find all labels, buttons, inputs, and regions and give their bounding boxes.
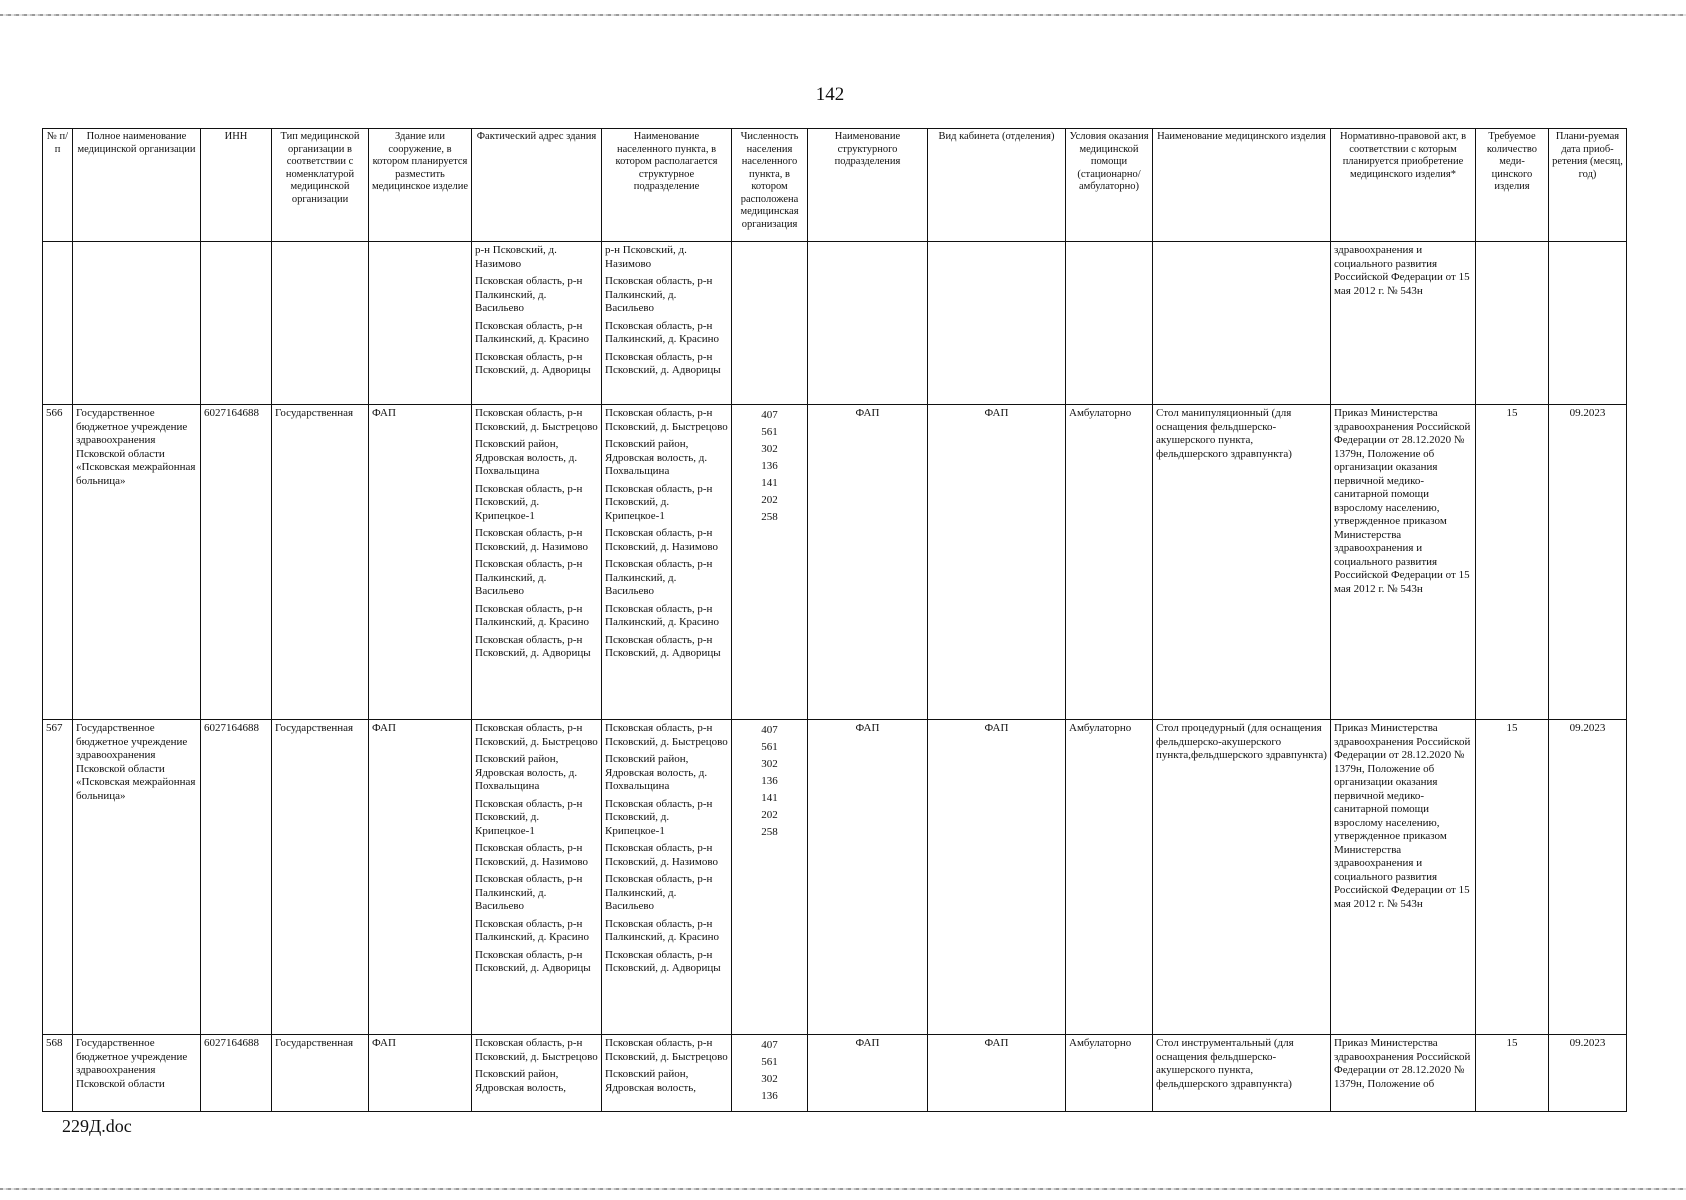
cell-legal-act: Приказ Министерства здравоохранения Российской Федерации от 28.12.2020 № 1379н, Положение об организации оказания первичной медико-санитарной помощи взрослому населению, утвержденное приказом Министерства здравоохранения и социального развития Российской Федерации от 15 мая 2012 г. № 543н xyxy=(1331,405,1476,720)
cell-population xyxy=(732,242,808,405)
population-value: 302 xyxy=(761,443,778,455)
col-header-building: Здание или сооружение, в котором планируется разместить медицинское изделие xyxy=(369,129,472,242)
cell-unit: ФАП xyxy=(808,720,928,1035)
table-row xyxy=(43,720,1627,1035)
cell-device: Стол процедурный (для оснащения фельдшерско-акушерского пункта,фельдшерского здравпункта) xyxy=(1153,720,1331,1035)
address-entry: Псковский район, Ядровская волость, xyxy=(475,1068,567,1094)
address-entry: Псковская область, р-н Псковский, д. Назимово xyxy=(475,842,588,868)
settlement-entry: Псковская область, р-н Псковский, д. Адворицы xyxy=(605,350,721,376)
settlement-entry: Псковская область, р-н Псковский, д. Быстрецово xyxy=(605,1037,728,1063)
col-header-cabinet: Вид кабинета (отделения) xyxy=(928,129,1066,242)
cell-quantity: 15 xyxy=(1476,405,1549,720)
cell-inn: 6027164688 xyxy=(201,720,272,1035)
page-number: 142 xyxy=(815,84,845,105)
cell-org-name: Государственное бюджетное учреждение здравоохранения Псковской области «Псковская межрайонная больница» xyxy=(73,720,201,1035)
scan-edge-bottom xyxy=(0,1188,1686,1190)
col-header-population: Численность населения населенного пункта, в котором расположена медицинская организация xyxy=(732,129,808,242)
cell-cabinet: ФАП xyxy=(928,405,1066,720)
settlement-entry: Псковская область, р-н Псковский, д. Крипецкое-1 xyxy=(605,482,713,522)
cell-legal-act: Приказ Министерства здравоохранения Российской Федерации от 28.12.2020 № 1379н, Положение об организации оказания первичной медико-санитарной помощи взрослому населению, утвержденное приказом Министерства здравоохранения и социального развития Российской Федерации от 15 мая 2012 г. № 543н xyxy=(1331,720,1476,1035)
settlement-entry: Псковская область, р-н Палкинский, д. Красино xyxy=(605,319,720,345)
settlement-entry: Псковский район, Ядровская волость, д. Похвальщина xyxy=(605,438,708,477)
cell-conditions: Амбулаторно xyxy=(1066,405,1153,720)
col-header-device: Наименование медицинского изделия xyxy=(1153,129,1331,242)
population-value: 561 xyxy=(761,741,778,753)
settlement-entry: Псковская область, р-н Псковский, д. Быстрецово xyxy=(605,722,728,748)
cell-inn: 6027164688 xyxy=(201,1035,272,1112)
population-value: 136 xyxy=(761,460,778,472)
cell-legal-act: здравоохранения и социального развития Российской Федерации от 15 мая 2012 г. № 543н xyxy=(1331,242,1476,405)
population-value: 202 xyxy=(761,494,778,506)
cell-device: Стол манипуляционный (для оснащения фельдшерско-акушерского пункта, фельдшерского здравпункта) xyxy=(1153,405,1331,720)
col-header-num: № п/п xyxy=(43,129,73,242)
population-value: 258 xyxy=(761,511,778,523)
col-header-org-name: Полное наименование медицинской организации xyxy=(73,129,201,242)
settlement-entry: Псковская область, р-н Палкинский, д. Васильево xyxy=(605,558,713,597)
cell-num xyxy=(43,242,73,405)
address-entry: Псковская область, р-н Псковский, д. Быстрецово xyxy=(475,1037,598,1063)
equipment-table xyxy=(42,128,1627,1112)
address-entry: Псковская область, р-н Псковский, д. Адворицы xyxy=(475,948,591,974)
population-value: 561 xyxy=(761,426,778,438)
table-row xyxy=(43,405,1627,720)
cell-cabinet: ФАП xyxy=(928,1035,1066,1112)
address-entry: Псковская область, р-н Псковский, д. Крипецкое-1 xyxy=(475,482,583,522)
col-header-conditions: Условия оказания медицинской помощи (стационарно/амбулаторно) xyxy=(1066,129,1153,242)
population-value: 407 xyxy=(761,1039,778,1051)
col-header-date: Плани-руемая дата приоб-ретения (месяц, год) xyxy=(1549,129,1627,242)
cell-num: 568 xyxy=(43,1035,73,1112)
population-value: 302 xyxy=(761,1073,778,1085)
cell-conditions xyxy=(1066,242,1153,405)
settlement-entry: Псковский район, Ядровская волость, xyxy=(605,1068,697,1094)
population-value: 136 xyxy=(761,775,778,787)
cell-num: 566 xyxy=(43,405,73,720)
cell-date: 09.2023 xyxy=(1549,720,1627,1035)
cell-settlement xyxy=(602,720,732,1035)
settlement-entry: Псковская область, р-н Псковский, д. Адворицы xyxy=(605,948,721,974)
settlement-entry: Псковская область, р-н Палкинский, д. Васильево xyxy=(605,275,713,314)
cell-quantity: 15 xyxy=(1476,720,1549,1035)
address-entry: Псковская область, р-н Палкинский, д. Красино xyxy=(475,319,590,345)
cell-cabinet: ФАП xyxy=(928,720,1066,1035)
population-value: 302 xyxy=(761,758,778,770)
cell-device xyxy=(1153,242,1331,405)
address-entry: Псковская область, р-н Палкинский, д. Васильево xyxy=(475,558,583,597)
address-entry: Псковская область, р-н Псковский, д. Быстрецово xyxy=(475,722,598,748)
address-entry: Псковский район, Ядровская волость, д. Похвальщина xyxy=(475,753,578,792)
col-header-legal-act: Нормативно-правовой акт, в соответствии с которым планируется приобретение медицинского изделия* xyxy=(1331,129,1476,242)
population-value: 141 xyxy=(761,477,778,489)
cell-inn xyxy=(201,242,272,405)
cell-date: 09.2023 xyxy=(1549,1035,1627,1112)
cell-num: 567 xyxy=(43,720,73,1035)
address-entry: Псковская область, р-н Палкинский, д. Васильево xyxy=(475,873,583,912)
address-entry: р-н Псковский, д. Назимово xyxy=(475,244,557,270)
cell-quantity xyxy=(1476,242,1549,405)
cell-org-type: Государственная xyxy=(272,720,369,1035)
cell-building: ФАП xyxy=(369,720,472,1035)
cell-unit: ФАП xyxy=(808,405,928,720)
cell-org-type xyxy=(272,242,369,405)
address-entry: Псковская область, р-н Псковский, д. Назимово xyxy=(475,527,588,553)
address-entry: Псковская область, р-н Псковский, д. Адворицы xyxy=(475,350,591,376)
col-header-settlement: Наименование населенного пункта, в котором располагается структурное подразделение xyxy=(602,129,732,242)
table-header-row xyxy=(43,129,1627,242)
cell-device: Стол инструментальный (для оснащения фельдшерско-акушерского пункта, фельдшерского здравпункта) xyxy=(1153,1035,1331,1112)
cell-address xyxy=(472,242,602,405)
population-value: 407 xyxy=(761,724,778,736)
settlement-entry: р-н Псковский, д. Назимово xyxy=(605,244,687,270)
cell-org-type: Государственная xyxy=(272,405,369,720)
settlement-entry: Псковская область, р-н Палкинский, д. Красино xyxy=(605,602,720,628)
col-header-unit: Наименование структурного подразделения xyxy=(808,129,928,242)
cell-inn: 6027164688 xyxy=(201,405,272,720)
footer-file-name: 229Д.doc xyxy=(62,1116,132,1136)
cell-org-name: Государственное бюджетное учреждение здравоохранения Псковской области «Псковская межрайонная больница» xyxy=(73,405,201,720)
settlement-entry: Псковская область, р-н Псковский, д. Быстрецово xyxy=(605,407,728,433)
cell-unit: ФАП xyxy=(808,1035,928,1112)
cell-building: ФАП xyxy=(369,1035,472,1112)
address-entry: Псковская область, р-н Палкинский, д. Красино xyxy=(475,917,590,943)
cell-date: 09.2023 xyxy=(1549,405,1627,720)
col-header-quantity: Требуемое количество меди-цинского изделия xyxy=(1476,129,1549,242)
scan-edge-top xyxy=(0,14,1686,16)
table-row xyxy=(43,1035,1627,1112)
cell-cabinet xyxy=(928,242,1066,405)
cell-org-type: Государственная xyxy=(272,1035,369,1112)
address-entry: Псковская область, р-н Псковский, д. Крипецкое-1 xyxy=(475,797,583,837)
cell-date xyxy=(1549,242,1627,405)
population-value: 407 xyxy=(761,409,778,421)
address-entry: Псковский район, Ядровская волость, д. Похвальщина xyxy=(475,438,578,477)
cell-building xyxy=(369,242,472,405)
address-entry: Псковская область, р-н Палкинский, д. Красино xyxy=(475,602,590,628)
col-header-inn: ИНН xyxy=(201,129,272,242)
cell-settlement xyxy=(602,1035,732,1112)
population-value: 258 xyxy=(761,826,778,838)
cell-conditions: Амбулаторно xyxy=(1066,1035,1153,1112)
settlement-entry: Псковский район, Ядровская волость, д. Похвальщина xyxy=(605,753,708,792)
cell-address xyxy=(472,1035,602,1112)
address-entry: Псковская область, р-н Псковский, д. Быстрецово xyxy=(475,407,598,433)
cell-settlement xyxy=(602,405,732,720)
table-row-continued xyxy=(43,242,1627,405)
settlement-entry: Псковская область, р-н Палкинский, д. Красино xyxy=(605,917,720,943)
population-value: 561 xyxy=(761,1056,778,1068)
population-value: 141 xyxy=(761,792,778,804)
cell-settlement xyxy=(602,242,732,405)
address-entry: Псковская область, р-н Палкинский, д. Васильево xyxy=(475,275,583,314)
col-header-address: Фактический адрес здания xyxy=(472,129,602,242)
cell-address xyxy=(472,405,602,720)
settlement-entry: Псковская область, р-н Псковский, д. Назимово xyxy=(605,842,718,868)
cell-population xyxy=(732,720,808,1035)
settlement-entry: Псковская область, р-н Палкинский, д. Васильево xyxy=(605,873,713,912)
col-header-org-type: Тип медицинской организации в соответствии с номенклатурой медицинской организации xyxy=(272,129,369,242)
cell-conditions: Амбулаторно xyxy=(1066,720,1153,1035)
cell-building: ФАП xyxy=(369,405,472,720)
cell-population xyxy=(732,405,808,720)
cell-org-name xyxy=(73,242,201,405)
population-value: 202 xyxy=(761,809,778,821)
cell-address xyxy=(472,720,602,1035)
population-value: 136 xyxy=(761,1090,778,1102)
settlement-entry: Псковская область, р-н Псковский, д. Назимово xyxy=(605,527,718,553)
cell-quantity: 15 xyxy=(1476,1035,1549,1112)
settlement-entry: Псковская область, р-н Псковский, д. Адворицы xyxy=(605,633,721,659)
cell-unit xyxy=(808,242,928,405)
cell-legal-act: Приказ Министерства здравоохранения Российской Федерации от 28.12.2020 № 1379н, Положение об xyxy=(1331,1035,1476,1112)
settlement-entry: Псковская область, р-н Псковский, д. Крипецкое-1 xyxy=(605,797,713,837)
address-entry: Псковская область, р-н Псковский, д. Адворицы xyxy=(475,633,591,659)
cell-org-name: Государственное бюджетное учреждение здравоохранения Псковской области xyxy=(73,1035,201,1112)
cell-population xyxy=(732,1035,808,1112)
